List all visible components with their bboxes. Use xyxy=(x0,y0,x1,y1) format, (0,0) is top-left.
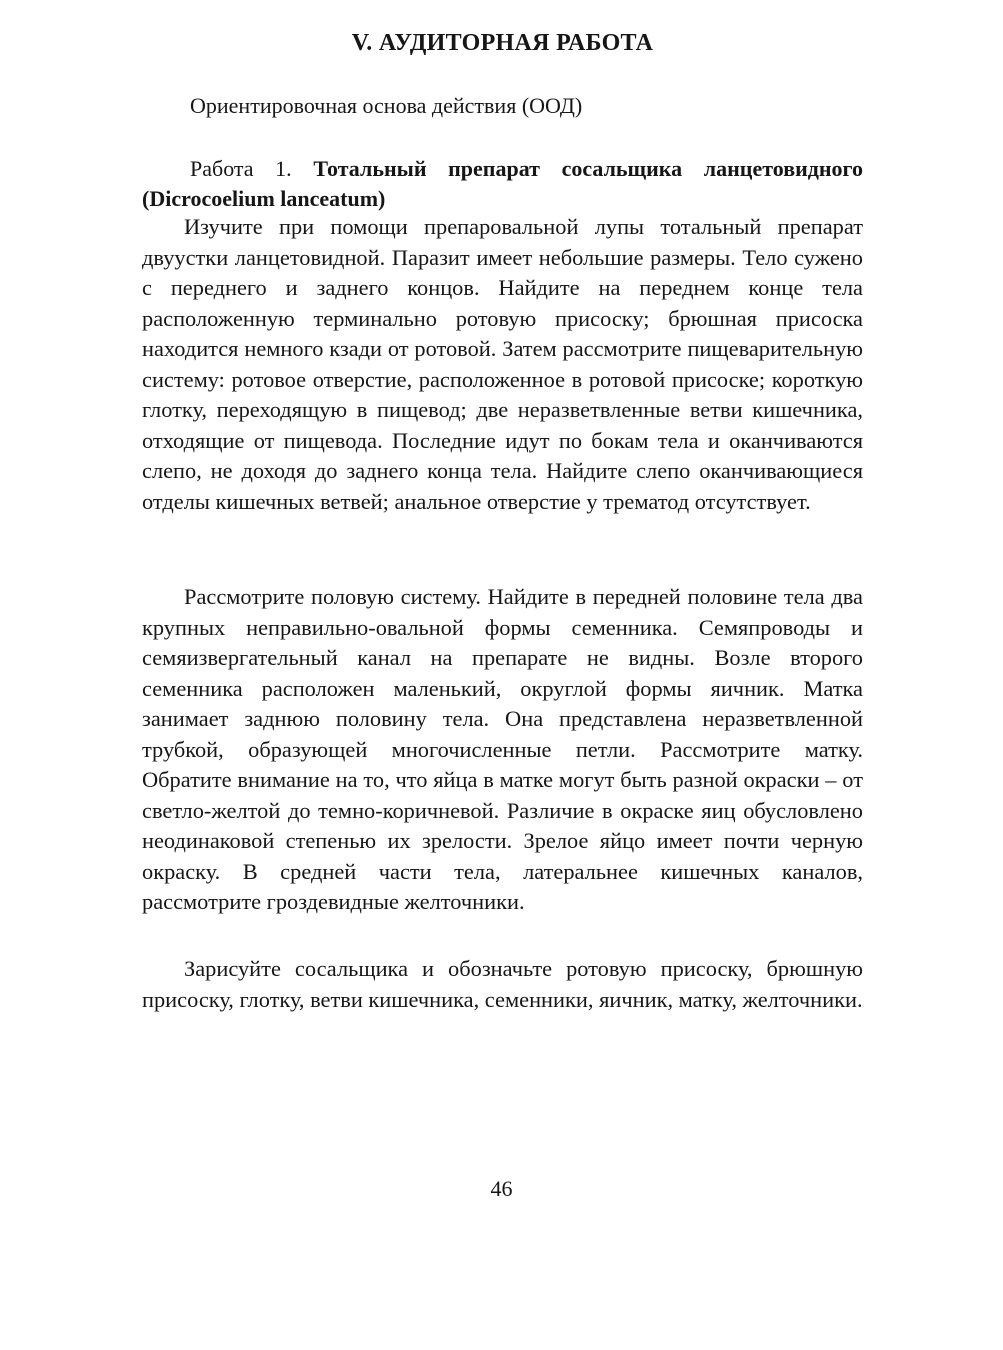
paragraph-anatomy: Изучите при помощи препаровальной лупы тотальный препарат двуустки ланцетовидной. Паразит имеет небольшие размеры. Тело сужено с переднего и заднего концов. Найдите на переднем конце тела расположенную терминально ротовую присоску; брюшная присоска находится немного кзади от ротовой. Затем рассмотрите пищеварительную систему: ротовое отверстие, расположенное в ротовой присоске; короткую глотку, переходящую в пищевод; две неразветвленные ветви кишечника, отходящие от пищевода. Последние идут по бокам тела и оканчиваются слепо, не доходя до заднего конца тела. Найдите слепо оканчивающиеся отделы кишечных ветвей; анальное отверстие у трематод отсутствует. xyxy=(142,214,863,514)
section-heading: V. АУДИТОРНАЯ РАБОТА xyxy=(351,30,654,56)
work-title-text: Тотальный препарат сосальщика ланцетовидного (Dicrocoelium lanceatum) xyxy=(142,156,863,211)
page-number: 46 xyxy=(490,1176,513,1201)
paragraph-reproductive-system: Рассмотрите половую систему. Найдите в передней половине тела два крупных неправильно-овальной формы семенника. Семяпроводы и семяизвергательный канал на препарате не видны. Возле второго семенника расположен маленький, округлой формы яичник. Матка занимает заднюю половину тела. Она представлена неразветвленной трубкой, образующей многочисленные петли. Рассмотрите матку. Обратите внимание на то, что яйца в матке могут быть разной окраски – от светло-желтой до темно-коричневой. Различие в окраске яиц обусловлено неодинаковой степенью их зрелости. Зрелое яйцо имеет почти черную окраску. В средней части тела, латеральнее кишечных каналов, рассмотрите гроздевидные желточники. xyxy=(142,584,863,914)
paragraph-drawing-task: Зарисуйте сосальщика и обозначьте ротовую присоску, брюшную присоску, глотку, ветви кишечника, семенники, яичник, матку, желточники. xyxy=(142,956,863,1012)
work-label: Работа 1. xyxy=(190,156,292,181)
subheading: Ориентировочная основа действия (ООД) xyxy=(190,93,583,118)
work-title xyxy=(142,154,863,214)
